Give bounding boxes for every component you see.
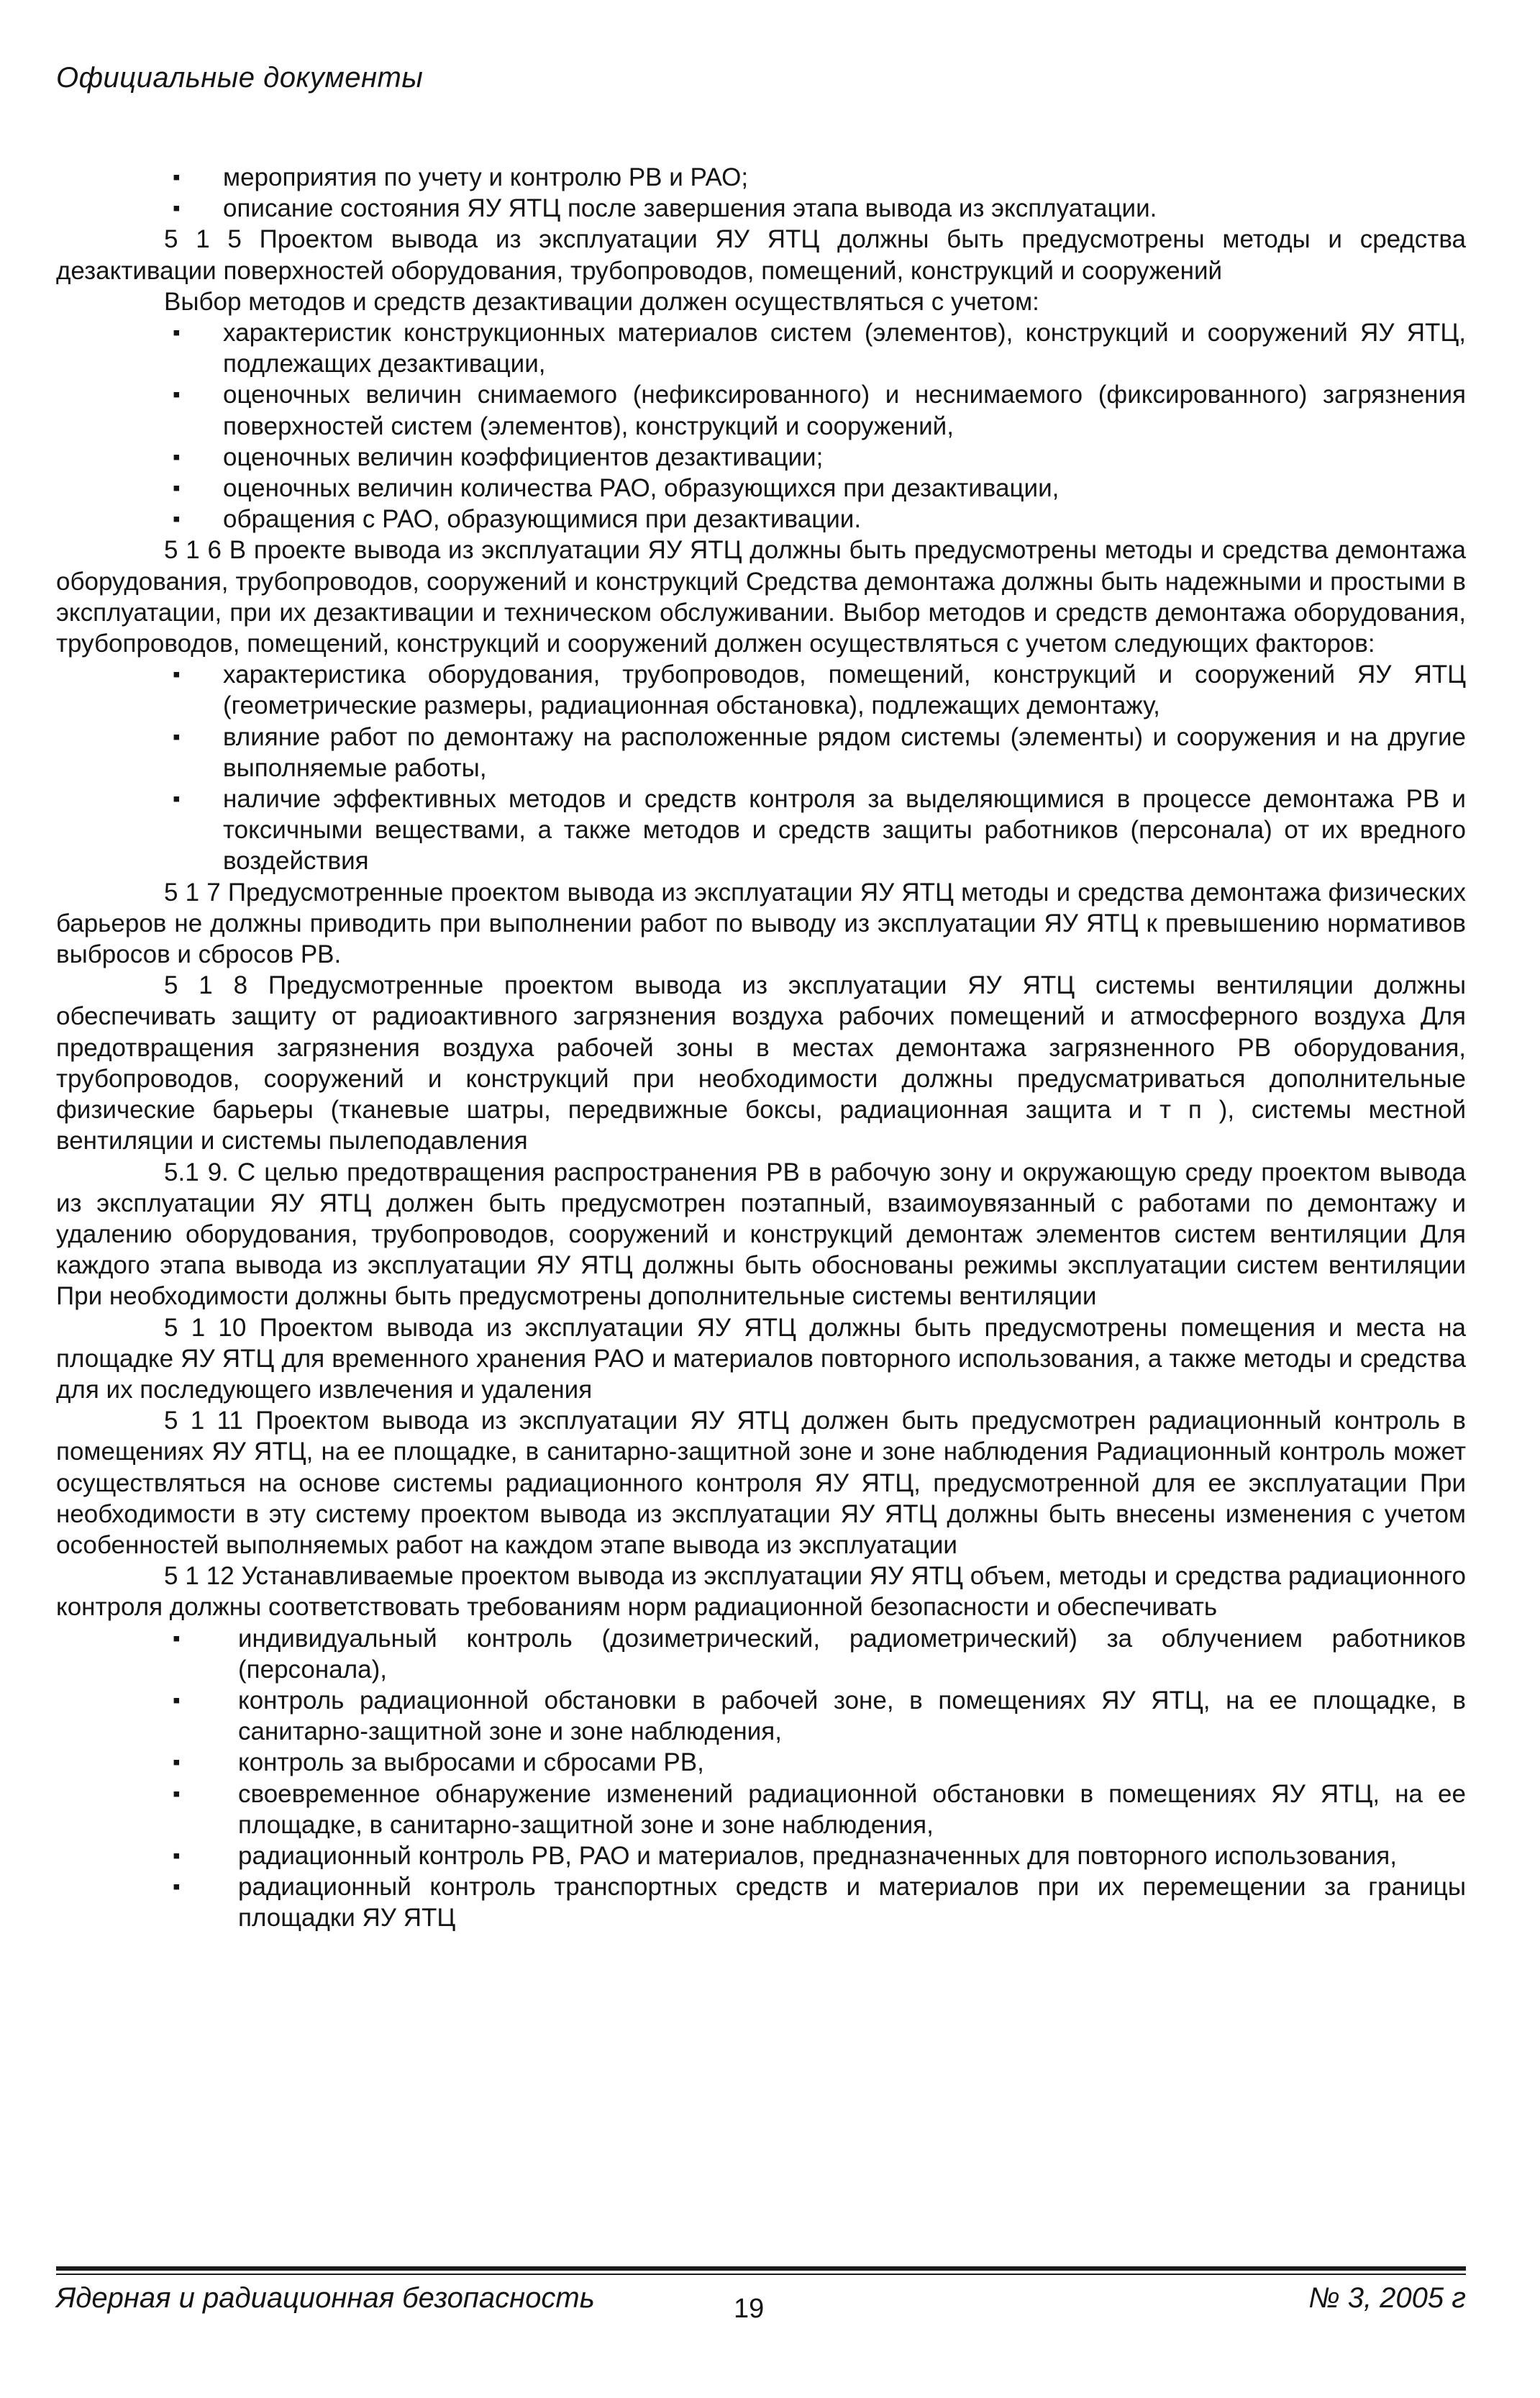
paragraph-5-1-11: 5 1 11 Проектом вывода из эксплуатации ЯУ ЯТЦ должен быть предусмотрен радиационный контроль в помещениях ЯУ ЯТЦ, на ее площадке, в санитарно-защитной зоне и зоне наблюдения Радиационный контроль может осуществляться на основе системы радиационного контроля ЯУ ЯТЦ, предусмотренной для ее эксплуатации При необходимости в эту систему проектом вывода из эксплуатации ЯУ ЯТЦ должны быть внесены изменения с учетом особенностей выполняемых работ на каждом этапе вывода из эксплуатации [56,1407,1466,1559]
list-item: ▪ радиационный контроль транспортных средств и материалов при их перемещении за границы площадки ЯУ ЯТЦ [56,1871,1466,1933]
footer-rule-thin [56,2274,1466,2275]
footer-journal-title: Ядерная и радиационная безопасность [56,2282,595,2314]
list-item: ▪ оценочных величин коэффициентов дезактивации; [56,442,1466,473]
paragraph-5-1-7: 5 1 7 Предусмотренные проектом вывода из эксплуатации ЯУ ЯТЦ методы и средства демонтажа физических барьеров не должны приводить при выполнении работ по выводу из эксплуатации ЯУ ЯТЦ к превышению нормативов выбросов и сбросов РВ. [56,878,1466,969]
list-item: ▪ контроль радиационной обстановки в рабочей зоне, в помещениях ЯУ ЯТЦ, на ее площадке, в санитарно-защитной зоне и зоне наблюдения, [56,1685,1466,1747]
paragraph-5-1-12: 5 1 12 Устанавливаемые проектом вывода из эксплуатации ЯУ ЯТЦ объем, методы и средства радиационного контроля должны соответствовать требованиям норм радиационной безопасности и обеспечивать [56,1562,1466,1622]
list-item: ▪ оценочных величин снимаемого (нефиксированного) и неснимаемого (фиксированного) загрязнения поверхностей систем (элементов), конструкций и сооружений, [56,379,1466,441]
list-item: ▪ мероприятия по учету и контролю РВ и РАО; [56,162,1466,193]
list-item: ▪ описание состояния ЯУ ЯТЦ после завершения этапа вывода из эксплуатации. [56,193,1466,224]
bullet-list-5-1-12 [56,1623,1466,1934]
list-item: ▪ обращения с РАО, образующимися при дезактивации. [56,504,1466,535]
list-item: ▪ контроль за выбросами и сбросами РВ, [56,1747,1466,1778]
paragraph-5-1-10: 5 1 10 Проектом вывода из эксплуатации ЯУ ЯТЦ должны быть предусмотрены помещения и места на площадке ЯУ ЯТЦ для временного хранения РАО и материалов повторного использования, а также методы и средства для их последующего извлечения и удаления [56,1313,1466,1404]
page-number: 19 [734,2294,765,2324]
bullet-list-5-1-5 [56,317,1466,535]
paragraph-5-1-8: 5 1 8 Предусмотренные проектом вывода из эксплуатации ЯУ ЯТЦ системы вентиляции должны обеспечивать защиту от радиоактивного загрязнения воздуха рабочих помещений и атмосферного воздуха Для предотвращения загрязнения воздуха рабочей зоны в местах демонтажа загрязненного РВ оборудования, трубопроводов, сооружений и конструкций при необходимости должны предусматриваться дополнительные физические барьеры (тканевые шатры, передвижные боксы, радиационная защита и т п ), системы местной вентиляции и системы пылеподавления [56,971,1466,1155]
footer-rule-thick [56,2266,1466,2271]
list-item: ▪ оценочных величин количества РАО, образующихся при дезактивации, [56,473,1466,504]
bullet-list-5-1-6 [56,659,1466,876]
document-body [56,162,1466,1934]
list-item: ▪ характеристик конструкционных материалов систем (элементов), конструкций и сооружений ЯУ ЯТЦ, подлежащих дезактивации, [56,317,1466,379]
paragraph-5-1-9: 5.1 9. С целью предотвращения распространения РВ в рабочую зону и окружающую среду проектом вывода из эксплуатации ЯУ ЯТЦ должен быть предусмотрен поэтапный, взаимоувязанный с работами по демонтажу и удалению оборудования, трубопроводов, сооружений и конструкций демонтаж элементов систем вентиляции Для каждого этапа вывода из эксплуатации ЯУ ЯТЦ должны быть обоснованы режимы эксплуатации систем вентиляции При необходимости должны быть предусмотрены дополнительные системы вентиляции [56,1158,1466,1311]
list-item: ▪ радиационный контроль РВ, РАО и материалов, предназначенных для повторного использования, [56,1840,1466,1871]
paragraph-5-1-6: 5 1 6 В проекте вывода из эксплуатации ЯУ ЯТЦ должны быть предусмотрены методы и средства демонтажа оборудования, трубопроводов, сооружений и конструкций Средства демонтажа должны быть надежными и простыми в эксплуатации, при их дезактивации и техническом обслуживании. Выбор методов и средств демонтажа оборудования, трубопроводов, помещений, конструкций и сооружений должен осуществляться с учетом следующих факторов: [56,536,1466,658]
paragraph-5-1-5-lead: Выбор методов и средств дезактивации должен осуществляться с учетом: [164,287,1039,316]
running-header: Официальные документы [56,62,424,94]
list-item: ▪ влияние работ по демонтажу на расположенные рядом системы (элементы) и сооружения и на другие выполняемые работы, [56,722,1466,784]
list-item: ▪ индивидуальный контроль (дозиметрический, радиометрический) за облучением работников (персонала), [56,1623,1466,1685]
list-item: ▪ характеристика оборудования, трубопроводов, помещений, конструкций и сооружений ЯУ ЯТЦ (геометрические размеры, радиационная обстановка), подлежащих демонтажу, [56,659,1466,721]
list-item: ▪ своевременное обнаружение изменений радиационной обстановки в помещениях ЯУ ЯТЦ, на ее площадке, в санитарно-защитной зоне и зоне наблюдения, [56,1779,1466,1840]
footer-issue: № 3, 2005 г [1308,2282,1466,2314]
list-item: ▪ наличие эффективных методов и средств контроля за выделяющимися в процессе демонтажа РВ и токсичными веществами, а также методов и средств защиты работников (персонала) от их вредного воздействия [56,784,1466,877]
intro-bullet-list [56,162,1466,224]
paragraph-5-1-5: 5 1 5 Проектом вывода из эксплуатации ЯУ ЯТЦ должны быть предусмотрены методы и средства дезактивации поверхностей оборудования, трубопроводов, помещений, конструкций и сооружений [56,225,1466,285]
